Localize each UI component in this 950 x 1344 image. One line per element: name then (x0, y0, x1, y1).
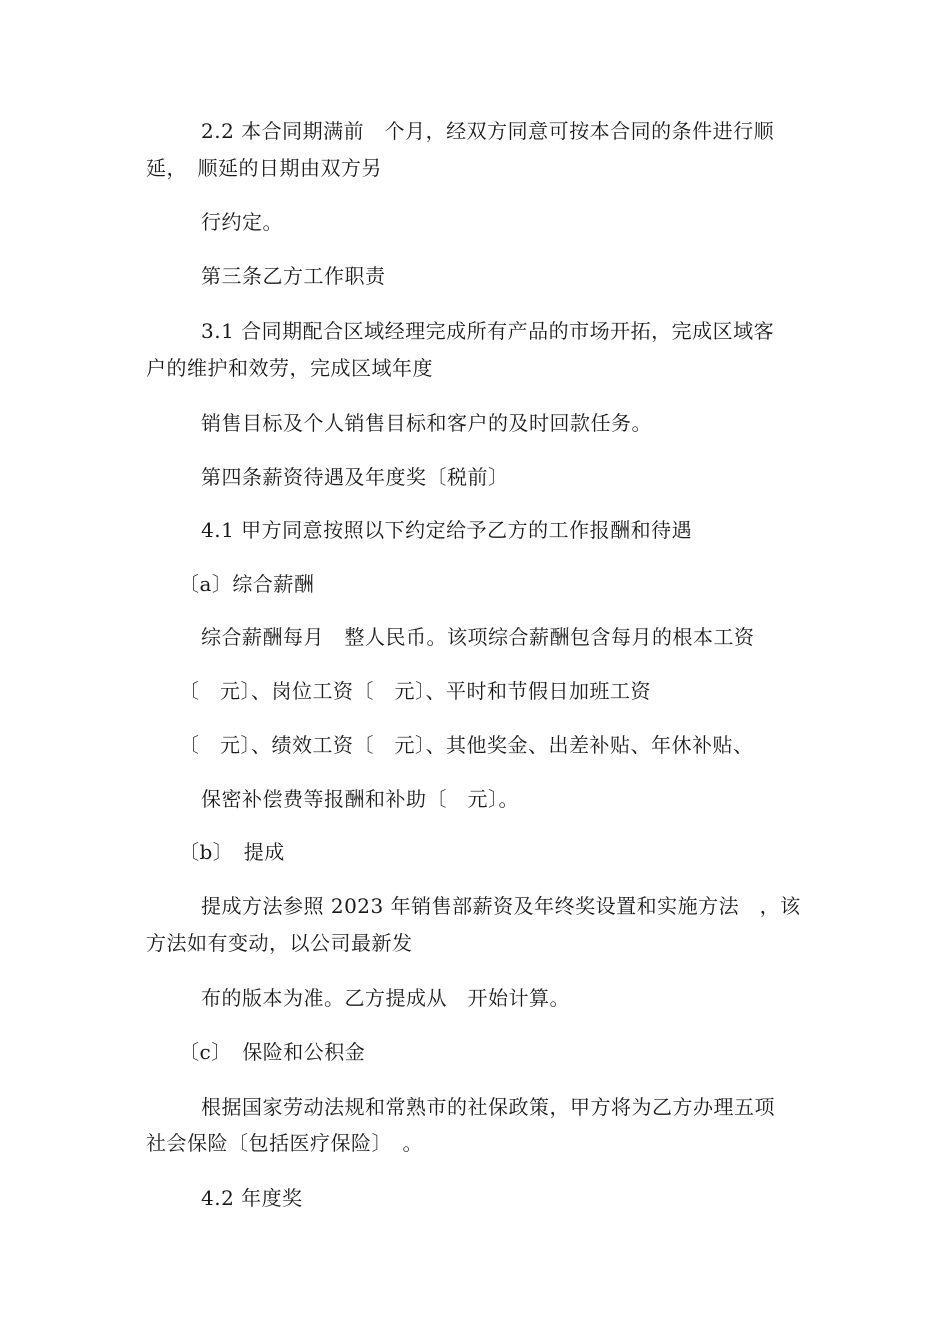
clause-2-2-line-2: 延， 顺延的日期由双方另 (146, 156, 382, 180)
clause-4-1: 4.1 甲方同意按照以下约定给予乙方的工作报酬和待遇 (201, 518, 693, 542)
clause-2-2-line-1: 2.2 本合同期满前 个月，经双方同意可按本合同的条件进行顺 (201, 119, 775, 143)
item-a-line-4: 保密补偿费等报酬和补助〔 元〕。 (201, 787, 519, 811)
item-a-heading: 〔a〕综合薪酬 (179, 572, 315, 596)
item-c-line-2: 社会保险〔包括医疗保险〕 。 (146, 1131, 423, 1155)
clause-3-1-line-1: 3.1 合同期配合区域经理完成所有产品的市场开拓，完成区域客 (201, 319, 775, 343)
item-b-line-1: 提成方法参照 2023 年销售部薪资及年终奖设置和实施方法 ，该 (201, 894, 801, 918)
item-c-heading: 〔c〕 保险和公积金 (179, 1040, 366, 1064)
clause-3-1-line-2: 户的维护和效劳，完成区域年度 (146, 356, 433, 380)
item-b-line-3: 布的版本为准。乙方提成从 开始计算。 (201, 986, 570, 1010)
article-4-heading: 第四条薪资待遇及年度奖〔税前〕 (201, 465, 509, 489)
item-a-line-1: 综合薪酬每月 整人民币。该项综合薪酬包含每月的根本工资 (201, 625, 755, 649)
item-c-line-1: 根据国家劳动法规和常熟市的社保政策，甲方将为乙方办理五项 (201, 1095, 775, 1119)
item-a-line-3: 〔 元〕、绩效工资〔 元〕、其他奖金、出差补贴、年休补贴、 (179, 733, 754, 757)
clause-4-2-heading: 4.2 年度奖 (201, 1186, 303, 1210)
item-b-heading: 〔b〕 提成 (179, 840, 285, 864)
item-a-line-2: 〔 元〕、岗位工资〔 元〕、平时和节假日加班工资 (179, 679, 651, 703)
clause-2-2-line-3: 行约定。 (201, 210, 283, 234)
item-b-line-2: 方法如有变动，以公司最新发 (146, 931, 413, 955)
clause-3-1-line-3: 销售目标及个人销售目标和客户的及时回款任务。 (201, 411, 652, 435)
article-3-heading: 第三条乙方工作职责 (201, 264, 386, 288)
